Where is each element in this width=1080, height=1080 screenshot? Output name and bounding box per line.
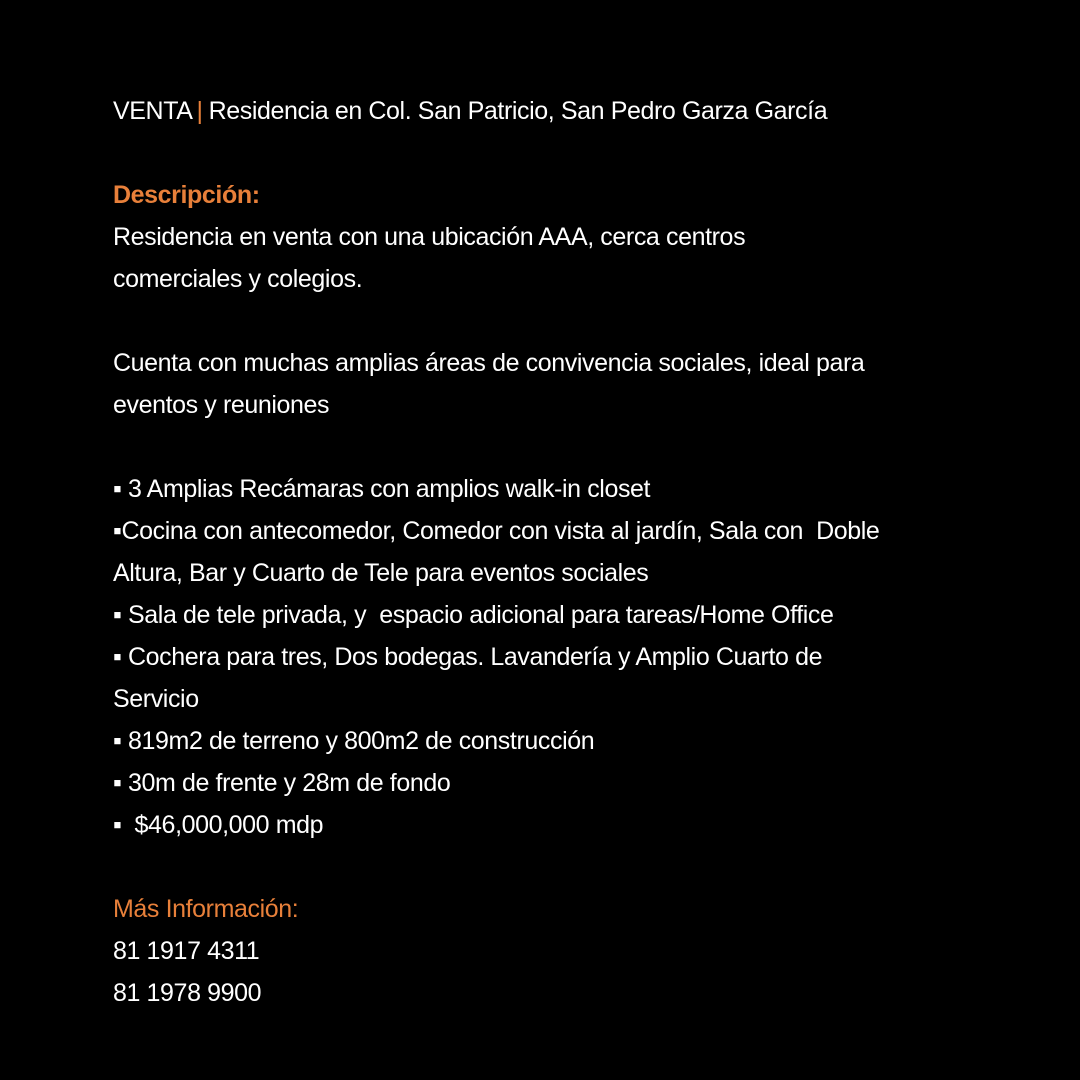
spacer (113, 132, 983, 174)
features-list (113, 468, 983, 846)
description-line: Cuenta con muchas amplias áreas de convivencia sociales, ideal para (113, 349, 865, 377)
feature-item: ▪Cocina con antecomedor, Comedor con vista al jardín, Sala con Doble (113, 517, 880, 545)
listing-title-text: Residencia en Col. San Patricio, San Pedro Garza García (208, 97, 828, 125)
spacer (113, 426, 983, 468)
description-heading: Descripción: (113, 181, 260, 209)
phone-number: 81 1917 4311 (113, 937, 260, 965)
listing-title (113, 90, 983, 132)
description-line: comerciales y colegios. (113, 265, 363, 293)
feature-item: ▪ 30m de frente y 28m de fondo (113, 769, 451, 797)
description-line: eventos y reuniones (113, 391, 330, 419)
listing-type: VENTA (113, 97, 193, 125)
phone-number: 81 1978 9900 (113, 979, 262, 1007)
feature-item: Servicio (113, 685, 199, 713)
feature-item: ▪ 819m2 de terreno y 800m2 de construcción (113, 727, 595, 755)
feature-item: ▪ 3 Amplias Recámaras con amplios walk-in closet (113, 475, 651, 503)
title-separator: | (196, 97, 203, 125)
spacer (113, 300, 983, 342)
description-line: Residencia en venta con una ubicación AAA, cerca centros (113, 223, 746, 251)
price-item: ▪ $46,000,000 mdp (113, 811, 324, 839)
listing-content (113, 90, 983, 1014)
feature-item: ▪ Cochera para tres, Dos bodegas. Lavandería y Amplio Cuarto de (113, 643, 823, 671)
contact-heading: Más Información: (113, 895, 299, 923)
feature-item: Altura, Bar y Cuarto de Tele para eventos sociales (113, 559, 649, 587)
feature-item: ▪ Sala de tele privada, y espacio adicional para tareas/Home Office (113, 601, 834, 629)
spacer (113, 846, 983, 888)
